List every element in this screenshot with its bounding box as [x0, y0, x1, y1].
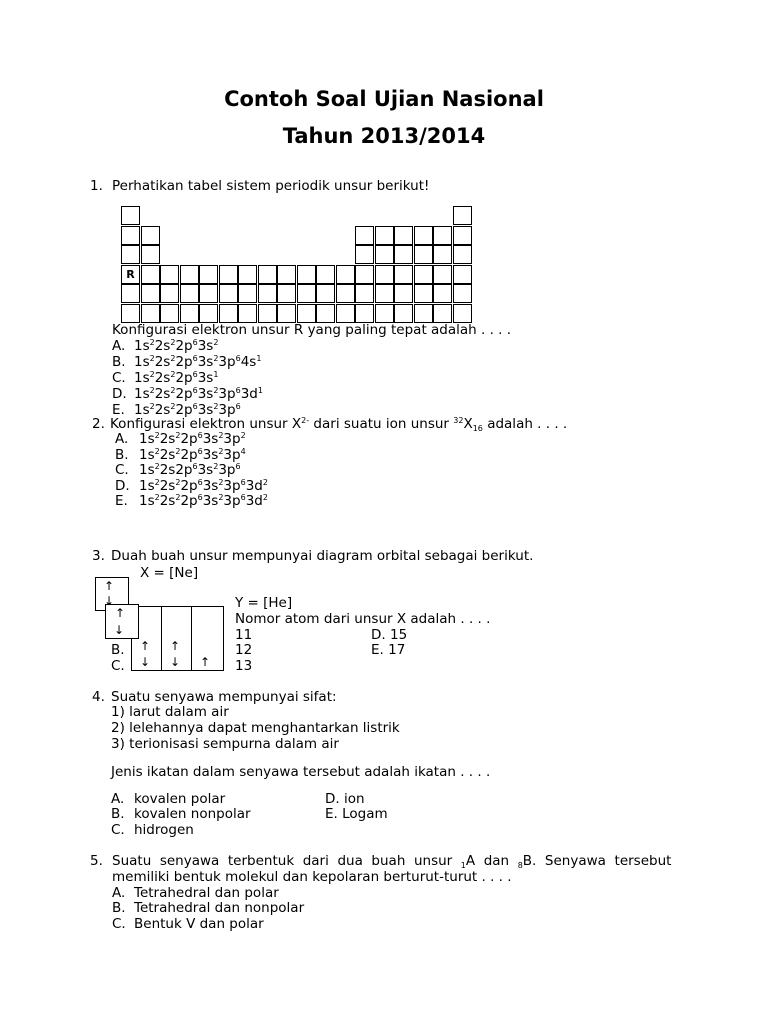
periodic-table-cell	[141, 245, 160, 264]
q3-letter-c: C.	[111, 658, 125, 674]
q4-option: E. Logam	[325, 806, 388, 822]
q4-option-letter: C.	[111, 822, 125, 838]
periodic-table-cell	[258, 284, 277, 303]
periodic-table-cell	[180, 265, 199, 284]
periodic-table-cell	[414, 265, 433, 284]
periodic-table-cell	[433, 284, 452, 303]
q3-y-label: Y = [He]	[235, 595, 293, 611]
periodic-table-cell	[258, 265, 277, 284]
periodic-table-cell	[336, 304, 355, 323]
arrow-down-icon: ↓	[140, 655, 151, 669]
periodic-table-cell	[160, 304, 179, 323]
electron-configuration: $1s^22s^22p^63s^23p^63d^2$	[139, 493, 268, 509]
q2-number: 2.	[92, 416, 105, 432]
electron-configuration: $1s^22s^22p^63s^2$	[134, 338, 219, 354]
q3-number: 3.	[92, 548, 105, 564]
q3-question: Nomor atom dari unsur X adalah . . . .	[235, 611, 491, 627]
periodic-table-cell	[160, 284, 179, 303]
option-letter: B.	[112, 354, 126, 370]
option-letter: D.	[112, 386, 127, 402]
option-letter: B.	[115, 446, 129, 463]
q5-option-text: Tetrahedral dan nonpolar	[134, 900, 305, 916]
periodic-table-cell	[297, 304, 316, 323]
q3-letter-b: B.	[111, 642, 125, 658]
periodic-table-cell	[414, 284, 433, 303]
periodic-table-cell	[375, 304, 394, 323]
periodic-table-cell	[121, 245, 140, 264]
q4-option-text: kovalen nonpolar	[134, 806, 251, 822]
page-title: Contoh Soal Ujian Nasional	[224, 87, 544, 111]
element-r-label: R	[126, 267, 135, 281]
q5-number: 5.	[90, 853, 103, 869]
q3-option: 11	[235, 627, 253, 643]
periodic-table-cell	[199, 284, 218, 303]
electron-configuration: $1s^22s^22p^63s^23p^2$	[139, 431, 246, 447]
q5-option-letter: B.	[112, 900, 126, 916]
arrow-up-icon: ↑	[115, 606, 126, 620]
q5-option-letter: C.	[112, 916, 126, 932]
option-letter: C.	[112, 370, 126, 386]
periodic-table-cell	[453, 206, 472, 225]
q4-option-text: hidrogen	[134, 822, 194, 838]
periodic-table-cell	[238, 284, 257, 303]
periodic-table-cell	[414, 245, 433, 264]
periodic-table-cell	[141, 265, 160, 284]
arrow-up-icon: ↑	[170, 639, 181, 653]
q5-option-text: Tetrahedral dan polar	[134, 885, 279, 901]
option-letter: E.	[112, 402, 125, 418]
periodic-table-cell	[160, 265, 179, 284]
periodic-table-cell	[277, 284, 296, 303]
option-letter: A.	[115, 431, 129, 447]
q2-text: Konfigurasi elektron unsur $X^{2-}$ dari suatu ion unsur $^{32}X_{16}$ adalah . . . .	[110, 416, 568, 433]
q3-option: 12	[235, 642, 253, 658]
arrow-down-icon: ↓	[104, 594, 115, 608]
periodic-table-cell	[394, 304, 413, 323]
periodic-table-cell	[219, 304, 238, 323]
periodic-table-cell	[238, 265, 257, 284]
arrow-up-icon: ↑	[104, 579, 115, 593]
q3-option: 13	[235, 658, 253, 674]
periodic-table-cell	[414, 304, 433, 323]
option-letter: E.	[115, 493, 128, 509]
periodic-table-cell	[219, 284, 238, 303]
periodic-table-cell	[258, 304, 277, 323]
q4-number: 4.	[92, 689, 105, 705]
periodic-table-cell	[121, 206, 140, 225]
arrow-up-icon: ↑	[200, 655, 211, 669]
periodic-table-cell	[433, 304, 452, 323]
electron-configuration: $1s^22s^22p^63s^23p^4$	[139, 446, 246, 463]
q5-text-line2: memiliki bentuk molekul dan kepolaran berturut-turut . . . .	[112, 869, 512, 885]
periodic-table-cell	[394, 284, 413, 303]
periodic-table-cell	[453, 245, 472, 264]
periodic-table-cell	[375, 245, 394, 264]
electron-configuration: $1s^22s^22p^63s^23p^64s^1$	[134, 354, 262, 370]
periodic-table-cell	[297, 265, 316, 284]
q3-option: D. 15	[371, 627, 408, 643]
electron-configuration: $1s^22s^22p^63s^1$	[134, 370, 219, 386]
periodic-table-cell	[277, 304, 296, 323]
electron-configuration: $1s^22s2p^63s^23p^6$	[139, 462, 241, 478]
periodic-table-cell	[141, 304, 160, 323]
periodic-table-cell	[453, 304, 472, 323]
arrow-up-icon: ↑	[140, 639, 151, 653]
electron-configuration: $1s^22s^22p^63s^23p^63d^1$	[134, 386, 263, 402]
q1-question: Konfigurasi elektron unsur R yang paling tepat adalah . . . .	[112, 322, 512, 338]
q4-option-letter: B.	[111, 806, 125, 822]
periodic-table-cell	[121, 226, 140, 245]
q1-number: 1.	[90, 178, 103, 194]
electron-configuration: $1s^22s^22p^63s^23p^6$	[134, 402, 241, 418]
q4-option: D. ion	[325, 791, 365, 807]
q5-option-letter: A.	[112, 885, 126, 901]
periodic-table-cell	[355, 226, 374, 245]
q4-property: 3) terionisasi sempurna dalam air	[111, 736, 339, 752]
periodic-table-cell	[394, 245, 413, 264]
periodic-table-cell	[414, 226, 433, 245]
periodic-table-cell	[355, 245, 374, 264]
periodic-table-cell	[453, 226, 472, 245]
periodic-table-cell	[121, 304, 140, 323]
periodic-table-cell	[355, 304, 374, 323]
q4-property: 1) larut dalam air	[111, 704, 229, 720]
periodic-table-cell	[453, 284, 472, 303]
periodic-table-cell	[336, 284, 355, 303]
q4-text: Suatu senyawa mempunyai sifat:	[111, 689, 337, 705]
periodic-table-cell	[141, 284, 160, 303]
periodic-table-cell	[375, 265, 394, 284]
periodic-table-cell	[433, 265, 452, 284]
periodic-table-cell	[219, 265, 238, 284]
option-letter: D.	[115, 477, 130, 494]
periodic-table-cell	[394, 265, 413, 284]
q5-text-line1: Suatu senyawa terbentuk dari dua buah unsur $_1$A dan $_8$B. Senyawa tersebut	[112, 853, 672, 870]
periodic-table-cell	[375, 284, 394, 303]
q4-option-letter: A.	[111, 791, 125, 807]
periodic-table-cell	[199, 265, 218, 284]
q5-option-text: Bentuk V dan polar	[134, 916, 264, 932]
q3-x-label: X = [Ne]	[140, 565, 199, 581]
periodic-table-cell	[141, 226, 160, 245]
periodic-table-cell	[316, 265, 335, 284]
q4-property: 2) lelehannya dapat menghantarkan listrik	[111, 720, 400, 736]
arrow-down-icon: ↓	[170, 655, 181, 669]
periodic-table-cell-r	[121, 265, 140, 284]
periodic-table-cell	[121, 284, 140, 303]
option-letter: C.	[115, 462, 129, 478]
periodic-table-cell	[277, 265, 296, 284]
periodic-table-cell	[199, 304, 218, 323]
periodic-table-cell	[316, 304, 335, 323]
electron-configuration: $1s^22s^22p^63s^23p^63d^2$	[139, 477, 268, 494]
periodic-table-cell	[453, 265, 472, 284]
page-subtitle: Tahun 2013/2014	[282, 124, 486, 148]
periodic-table-cell	[180, 284, 199, 303]
periodic-table-cell	[297, 284, 316, 303]
periodic-table-cell	[180, 304, 199, 323]
periodic-table-cell	[375, 226, 394, 245]
periodic-table-cell	[433, 226, 452, 245]
periodic-table-cell	[238, 304, 257, 323]
q4-option-text: kovalen polar	[134, 791, 226, 807]
q4-question: Jenis ikatan dalam senyawa tersebut adalah ikatan . . . .	[111, 764, 491, 780]
q1-text: Perhatikan tabel sistem periodik unsur berikut!	[112, 178, 430, 194]
periodic-table-cell	[355, 265, 374, 284]
q3-text: Duah buah unsur mempunyai diagram orbital sebagai berikut.	[111, 548, 534, 564]
periodic-table-cell	[355, 284, 374, 303]
arrow-down-icon: ↓	[114, 623, 125, 637]
periodic-table-cell	[394, 226, 413, 245]
periodic-table-cell	[336, 265, 355, 284]
periodic-table-cell	[433, 245, 452, 264]
q3-option: E. 17	[371, 642, 406, 658]
option-letter: A.	[112, 338, 126, 354]
periodic-table-cell	[316, 284, 335, 303]
